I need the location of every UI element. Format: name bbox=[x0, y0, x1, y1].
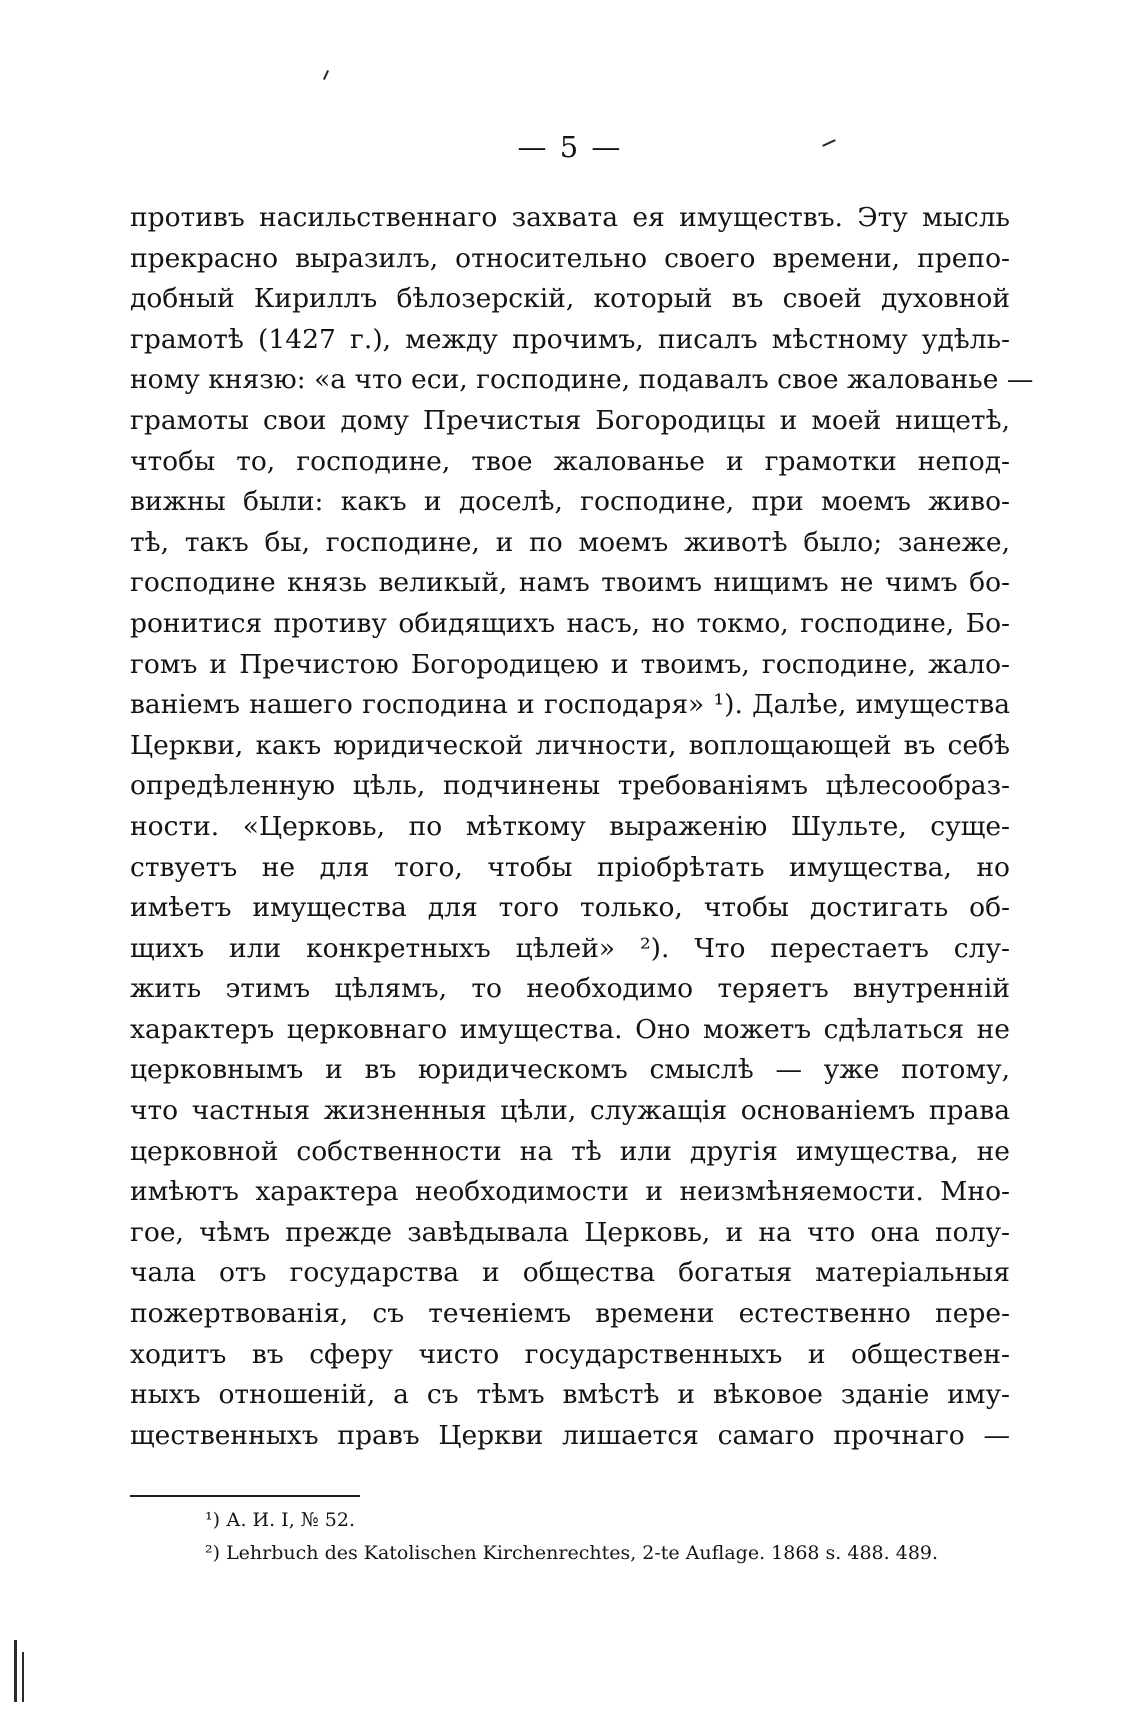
text-line-15: опредѣленную цѣль, подчинены требованіямъ цѣлесообраз- bbox=[130, 770, 1010, 802]
text-line-13: ваніемъ нашего господина и господаря» ¹). Далѣе, имущества bbox=[130, 689, 1010, 721]
text-line-4: грамотѣ (1427 г.), между прочимъ, писалъ мѣстному удѣль- bbox=[130, 323, 1010, 355]
page-number: — 5 — bbox=[517, 130, 623, 164]
text-line-18: имѣетъ имущества для того только, чтобы достигать об- bbox=[130, 892, 1010, 924]
text-line-10: господине князь великый, намъ твоимъ нищимъ не чимъ бо- bbox=[130, 567, 1010, 599]
text-line-1: противъ насильственнаго захвата ея имуществъ. Эту мысль bbox=[130, 202, 1010, 233]
text-line-21: характеръ церковнаго имущества. Оно можетъ сдѣлаться не bbox=[130, 1013, 1010, 1045]
text-line-22: церковнымъ и въ юридическомъ смыслѣ — уже потому, bbox=[130, 1054, 1010, 1086]
text-line-3: добный Кириллъ бѣлозерскій, который въ своей духовной bbox=[130, 283, 1010, 315]
text-line-5: ному князю: «а что еси, господине, подавалъ свое жалованье — bbox=[130, 364, 1034, 396]
text-line-27: чала отъ государства и общества богатыя матеріальныя bbox=[130, 1257, 1010, 1289]
text-line-19: щихъ или конкретныхъ цѣлей» ²). Что перестаетъ слу- bbox=[130, 932, 1010, 964]
footnote-1: ¹) А. И. I, № 52. bbox=[205, 1509, 356, 1531]
text-line-29: ходитъ въ сферу чисто государственныхъ и обществен- bbox=[130, 1338, 1010, 1370]
text-line-6: грамоты свои дому Пречистыя Богородицы и моей нищетѣ, bbox=[130, 404, 1010, 436]
footnote-2: ²) Lehrbuch des Katolischen Kirchenrechtes, 2-te Auflage. 1868 s. 488. 489. bbox=[205, 1542, 939, 1564]
scan-artifact-left-bar bbox=[14, 1640, 17, 1702]
text-line-31: щественныхъ правъ Церкви лишается самаго прочнаго — bbox=[130, 1419, 1010, 1451]
text-line-14: Церкви, какъ юридической личности, воплощающей въ себѣ bbox=[130, 729, 1010, 761]
text-line-7: чтобы то, господине, твое жалованье и грамотки непод- bbox=[130, 445, 1010, 477]
text-line-26: гое, чѣмъ прежде завѣдывала Церковь, и на что она полу- bbox=[130, 1216, 1010, 1248]
scan-artifact-left-bar-2 bbox=[22, 1652, 24, 1702]
text-line-20: жить этимъ цѣлямъ, то необходимо теряетъ внутренній bbox=[130, 973, 1010, 1005]
text-line-9: тѣ, такъ бы, господине, и по моемъ животѣ было; занеже, bbox=[130, 526, 1010, 558]
text-line-25: имѣютъ характера необходимости и неизмѣняемости. Мно- bbox=[130, 1176, 1010, 1208]
text-line-2: прекрасно выразилъ, относительно своего времени, препо- bbox=[130, 242, 1010, 274]
text-line-28: пожертвованія, съ теченіемъ времени естественно пере- bbox=[130, 1298, 1010, 1330]
text-line-16: ности. «Церковь, по мѣткому выраженію Шульте, суще- bbox=[130, 810, 1010, 842]
text-line-12: гомъ и Пречистою Богородицею и твоимъ, господине, жало- bbox=[130, 648, 1010, 680]
text-line-8: вижны были: какъ и доселѣ, господине, при моемъ живо- bbox=[130, 486, 1010, 518]
text-line-11: ронитися противу обидящихъ насъ, но токмо, господине, Бо- bbox=[130, 607, 1010, 639]
footnote-divider bbox=[130, 1495, 360, 1497]
body-text bbox=[130, 198, 1034, 1456]
text-line-24: церковной собственности на тѣ или другія имущества, не bbox=[130, 1135, 1010, 1167]
text-line-23: что частныя жизненныя цѣли, служащія основаніемъ права bbox=[130, 1095, 1010, 1127]
scan-artifact-top-tick bbox=[323, 70, 329, 80]
text-line-17: ствуетъ не для того, чтобы пріобрѣтать имущества, но bbox=[130, 851, 1010, 883]
text-line-30: ныхъ отношеній, а съ тѣмъ вмѣстѣ и вѣковое зданіе иму- bbox=[130, 1379, 1010, 1411]
footnotes bbox=[205, 1504, 1025, 1570]
